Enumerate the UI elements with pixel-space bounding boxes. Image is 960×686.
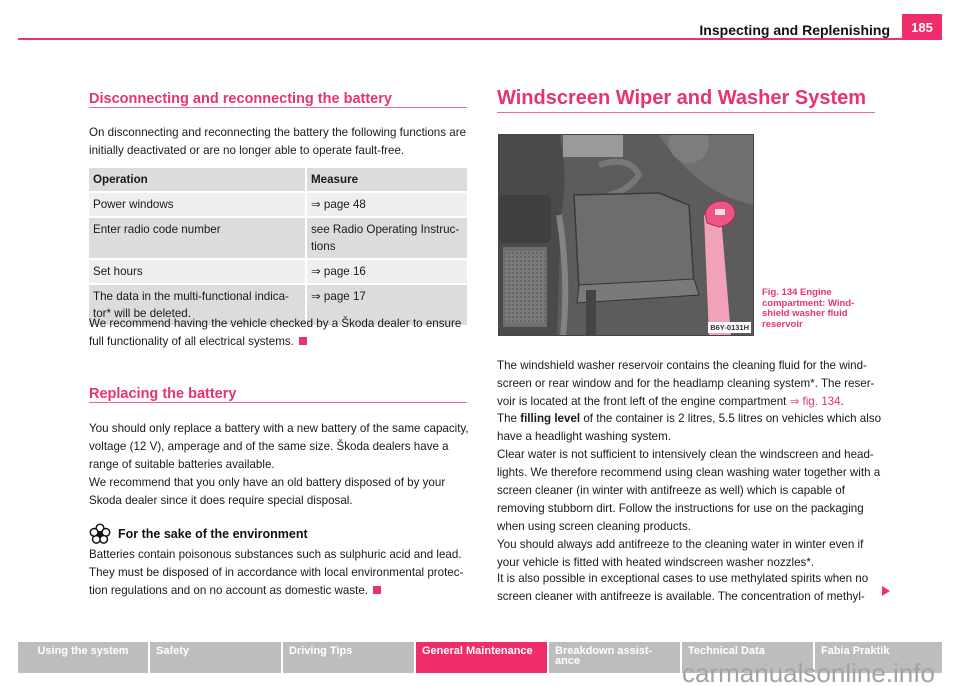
heading-rule [497, 112, 875, 113]
filling-level-term: filling level [520, 412, 581, 425]
tab-driving-tips[interactable]: Driving Tips [283, 642, 414, 673]
cell-measure: see Radio Operating Instruc-tions [306, 217, 467, 259]
header-rule [18, 38, 942, 40]
table-row [89, 259, 467, 284]
page-section-title: Inspecting and Replenishing [699, 22, 890, 38]
heading-rule [89, 402, 467, 403]
engine-compartment-figure [498, 134, 754, 336]
figure-caption: Fig. 134 Engine compartment: Wind-shield washer fluid reservoir [762, 287, 855, 330]
end-of-section-marker [299, 337, 307, 345]
tab-breakdown-assistance[interactable]: Breakdown assist-ance [549, 642, 680, 673]
page-number-badge: 185 [902, 14, 942, 40]
cell-operation: The data in the multi-functional indica-tor* will be deleted. [89, 284, 306, 326]
engine-compartment-illustration [499, 135, 754, 336]
filling-prefix: The [497, 412, 521, 425]
heading-replacing-battery: Replacing the battery [89, 386, 237, 402]
heading-rule [89, 107, 467, 108]
cell-operation: Set hours [89, 259, 306, 284]
replace-paragraph-2: We recommend that you only have an old battery disposed of by your Skoda dealer since it does require special disposal. [89, 476, 446, 507]
table-row [89, 217, 467, 259]
column-header-measure: Measure [306, 168, 467, 192]
cell-operation: Enter radio code number [89, 217, 306, 259]
heading-disconnect-battery: Disconnecting and reconnecting the battery [89, 91, 392, 107]
tab-fabia-praktik[interactable]: Fabia Praktik [815, 642, 942, 673]
reservoir-text: The windshield washer reservoir contains the cleaning fluid for the wind-screen or rear window and for the headlamp cleaning system*. The reser-voir is located at the front left of the engine compartment [497, 359, 875, 408]
end-of-section-marker [373, 586, 381, 594]
environment-paragraph [89, 546, 471, 600]
filling-rest: of the container is 2 litres, 5.5 litres on vehicles which also have a headlight washing system. [497, 412, 882, 443]
flower-icon [89, 523, 111, 545]
functions-table [89, 168, 467, 327]
environment-note-heading [89, 523, 308, 545]
figure-code: B6Y-0131H [710, 323, 749, 332]
tab-technical-data[interactable]: Technical Data [682, 642, 813, 673]
cell-measure-link[interactable]: ⇒ page 16 [306, 259, 467, 284]
recommendation-paragraph [89, 315, 469, 351]
reservoir-paragraph: The windshield washer reservoir contains the cleaning fluid for the wind-screen or rear window and for the headlamp cleaning system*. The reser-voir is located at the front left of the engine compartment ⇒ fig. 134. [497, 359, 875, 408]
tab-using-the-system[interactable]: Using the system [18, 642, 148, 673]
column-header-operation: Operation [89, 168, 306, 192]
cell-measure-link[interactable]: ⇒ page 17 [306, 284, 467, 326]
recommendation-text: We recommend having the vehicle checked by a Škoda dealer to ensure full functionality of all electrical systems. [89, 317, 462, 348]
environment-heading-text: For the sake of the environment [118, 527, 308, 541]
cell-measure-link[interactable]: ⇒ page 48 [306, 192, 467, 217]
continue-next-page-arrow-icon[interactable] [882, 586, 890, 596]
environment-text: Batteries contain poisonous substances such as sulphuric acid and lead. They must be disposed of in accordance with local environmental protec-tion regulations and on no account as domestic waste. [89, 548, 464, 597]
cell-operation: Power windows [89, 192, 306, 217]
tab-general-maintenance[interactable]: General Maintenance [416, 642, 547, 673]
tab-safety[interactable]: Safety [150, 642, 281, 673]
watermark: carmanualsonline.info [682, 658, 935, 686]
cleaning-paragraph: Clear water is not sufficient to intensively clean the windscreen and head-lights. We therefore recommend using clean washing water together with a screen cleaner (in winter with antifreeze as well) which is capable of removing stubborn dirt. Follow the instructions for use on the packaging when using screen cleaning products. [497, 448, 881, 533]
figure-reference-link[interactable]: ⇒ fig. 134 [789, 395, 841, 408]
replace-paragraph-1: You should only replace a battery with a new battery of the same capacity, voltage (12 V), amperage and of the same size. Škoda dealers have a range of suitable batteries available. [89, 422, 469, 471]
table-row [89, 192, 467, 217]
methylated-spirits-paragraph: It is also possible in exceptional cases to use methylated spirits when no screen cleaner with antifreeze is available. The concentration of methyl- [497, 572, 869, 603]
filling-level-paragraph [497, 410, 887, 446]
heading-windscreen-wiper: Windscreen Wiper and Washer System [497, 87, 867, 109]
antifreeze-paragraph: You should always add antifreeze to the cleaning water in winter even if your vehicle is fitted with heated windscreen washer nozzles*. [497, 538, 864, 569]
intro-paragraph: On disconnecting and reconnecting the battery the following functions are initially deactivated or are no longer able to operate fault-free. [89, 126, 467, 157]
table-header-row [89, 168, 467, 192]
